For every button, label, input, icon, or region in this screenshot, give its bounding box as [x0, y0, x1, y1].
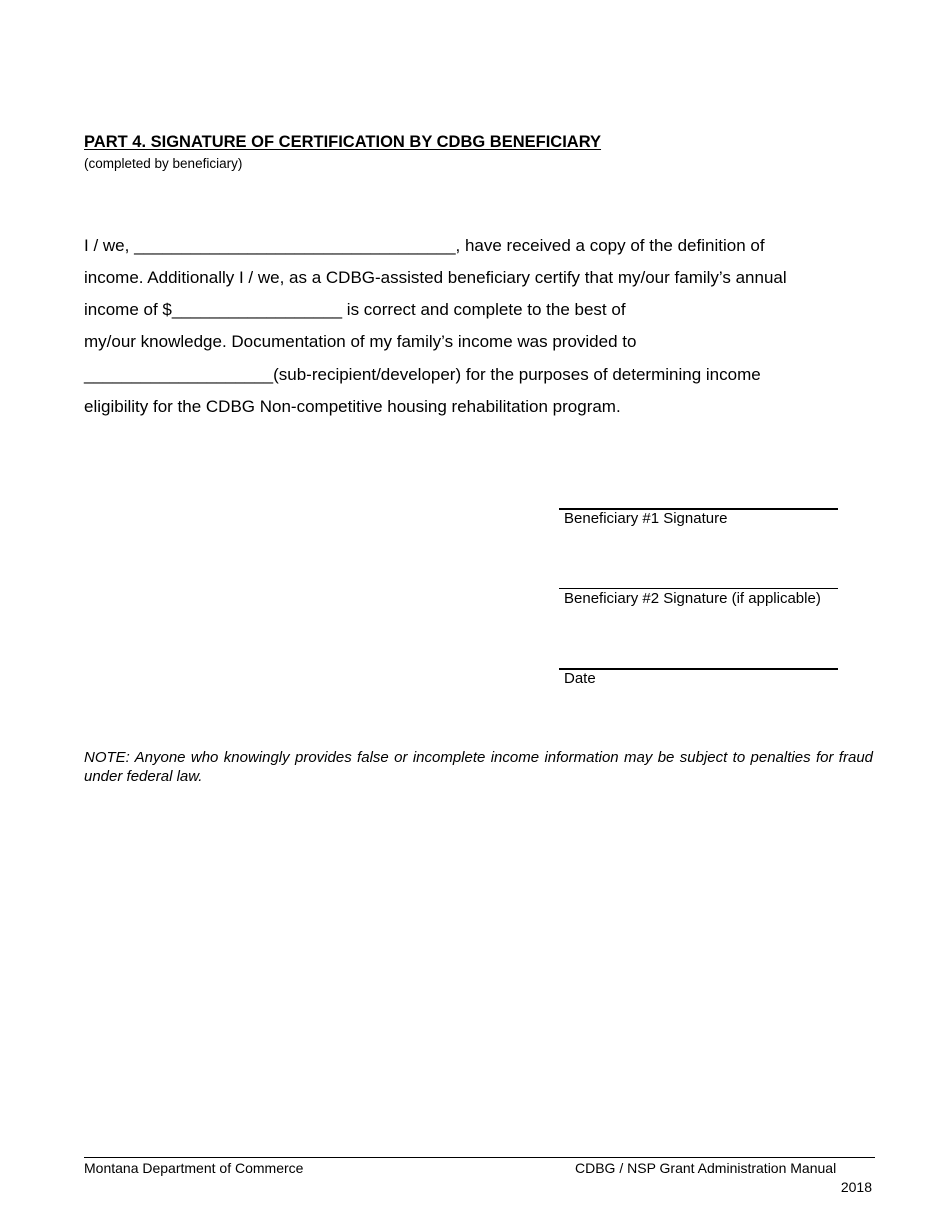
- certification-line-5: ____________________(sub-recipient/developer) for the purposes of determining income: [84, 365, 761, 384]
- certification-line-1: I / we, __________________________________, have received a copy of the definition of: [84, 236, 765, 255]
- footer-year: 2018: [840, 1179, 872, 1195]
- fraud-note: NOTE: Anyone who knowingly provides false or incomplete income information may be subject to penalties for fraud under federal law.: [84, 749, 873, 785]
- section-heading: PART 4. SIGNATURE OF CERTIFICATION BY CDBG BENEFICIARY: [84, 133, 602, 151]
- beneficiary-1-signature-label: Beneficiary #1 Signature: [564, 510, 728, 527]
- date-line[interactable]: [559, 668, 838, 670]
- certification-line-4: my/our knowledge. Documentation of my family’s income was provided to: [84, 332, 637, 351]
- certification-line-3: income of $__________________ is correct and complete to the best of: [84, 300, 626, 319]
- footer-divider: [84, 1157, 875, 1158]
- certification-line-6: eligibility for the CDBG Non-competitive housing rehabilitation program.: [84, 397, 621, 416]
- footer-manual-title: CDBG / NSP Grant Administration Manual: [575, 1160, 837, 1176]
- footer-organization: Montana Department of Commerce: [84, 1160, 304, 1176]
- beneficiary-2-signature-line[interactable]: [559, 588, 838, 589]
- section-subheading: (completed by beneficiary): [84, 156, 243, 171]
- date-label: Date: [564, 670, 596, 687]
- certification-line-2: income. Additionally I / we, as a CDBG-assisted beneficiary certify that my/our family’s annual: [84, 268, 787, 287]
- beneficiary-2-signature-label: Beneficiary #2 Signature (if applicable): [564, 590, 821, 607]
